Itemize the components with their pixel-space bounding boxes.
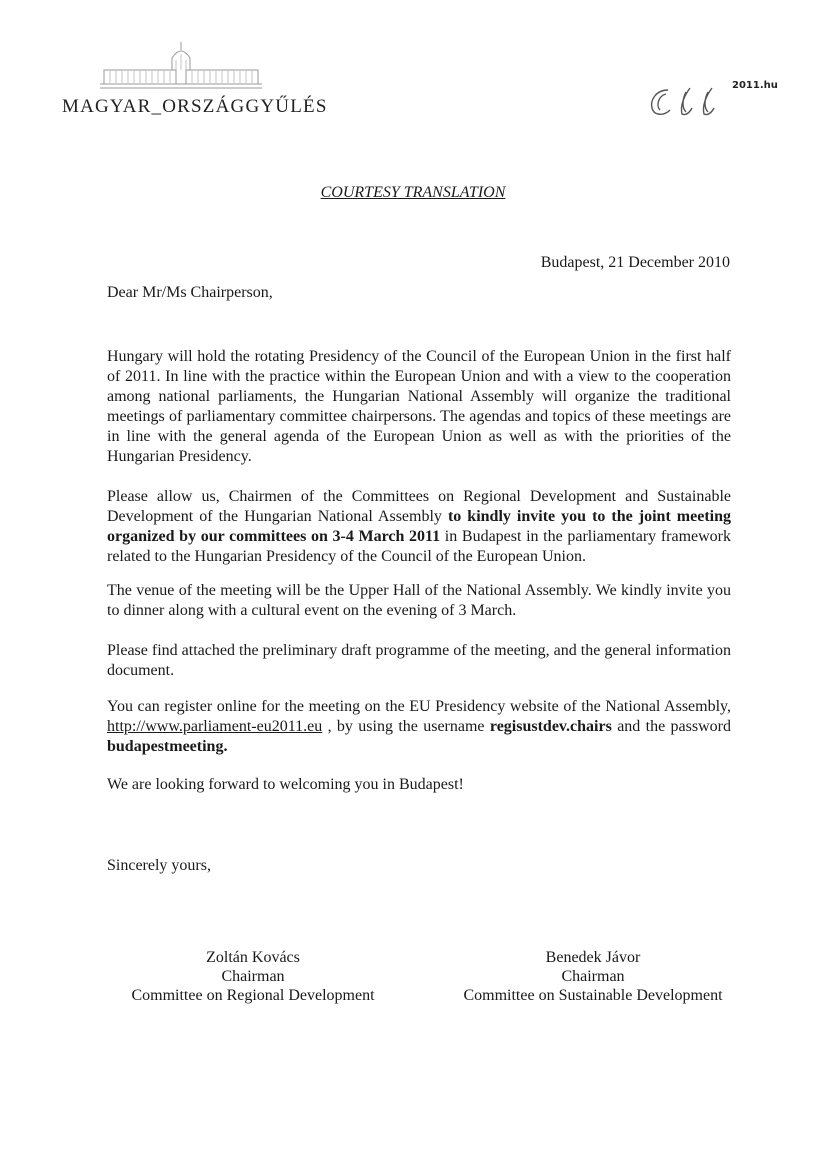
- signatory-committee: Committee on Regional Development: [131, 987, 375, 1004]
- registration-text-username-intro: , by using the username: [322, 718, 490, 735]
- signatory-committee: Committee on Sustainable Development: [463, 987, 723, 1004]
- paragraph-venue: The venue of the meeting will be the Upper Hall of the National Assembly. We kindly invite you to dinner along with a cultural event on the evening of 3 March.: [107, 582, 731, 619]
- place-date: Budapest, 21 December 2010: [540, 254, 730, 271]
- paragraph-invitation: [107, 487, 731, 567]
- paragraph-presidency: Hungary will hold the rotating Presidency of the Council of the European Union in the first half of 2011. In line with the practice within the European Union and with a view to the cooperation among national parliaments, the Hungarian National Assembly will organize the traditional meetings of parliamentary committee chairpersons. The agendas and topics of these meetings are in line with the general agenda of the European Union as well as with the priorities of the Hungarian Presidency.: [107, 348, 731, 465]
- signatory-name: Benedek Jávor: [545, 949, 641, 966]
- invitation-bold-text: to kindly invite you to the joint meeting organized by our committees on 3-4 March 2011: [107, 508, 732, 545]
- registration-password: budapestmeeting.: [107, 738, 228, 755]
- document-heading: COURTESY TRANSLATION: [320, 184, 506, 201]
- invitation-text-end: in Budapest in the parliamentary framework related to the Hungarian Presidency of the Council of the European Union.: [107, 528, 732, 565]
- registration-text: You can register online for the meeting on the EU Presidency website of the National Assembly,: [107, 698, 731, 715]
- registration-text-password-intro: and the password: [611, 718, 731, 735]
- closing: Sincerely yours,: [107, 857, 211, 874]
- eu-presidency-website-mark: 2011.hu: [732, 80, 778, 91]
- parliament-building-logo: [80, 38, 280, 98]
- organization-name: MAGYAR_ORSZÁGGYŰLÉS: [62, 96, 328, 117]
- signature-block-left: [108, 948, 398, 1005]
- registration-link[interactable]: http://www.parliament-eu2011.eu: [107, 718, 323, 735]
- paragraph-attachments: Please find attached the preliminary draft programme of the meeting, and the general information document.: [107, 642, 731, 679]
- signatory-title: Chairman: [561, 968, 625, 985]
- registration-username: regisustdev.chairs: [489, 718, 612, 735]
- paragraph-welcome: We are looking forward to welcoming you in Budapest!: [107, 776, 464, 793]
- signature-block-right: [448, 948, 738, 1005]
- eu-presidency-logo: [646, 78, 736, 120]
- paragraph-registration: [107, 697, 731, 757]
- signatory-name: Zoltán Kovács: [206, 949, 300, 966]
- invitation-text: Please allow us, Chairmen of the Committees on Regional Development and Sustainable Development of the Hungarian National Assembly: [107, 488, 731, 525]
- salutation: Dear Mr/Ms Chairperson,: [107, 284, 273, 301]
- signatory-title: Chairman: [221, 968, 285, 985]
